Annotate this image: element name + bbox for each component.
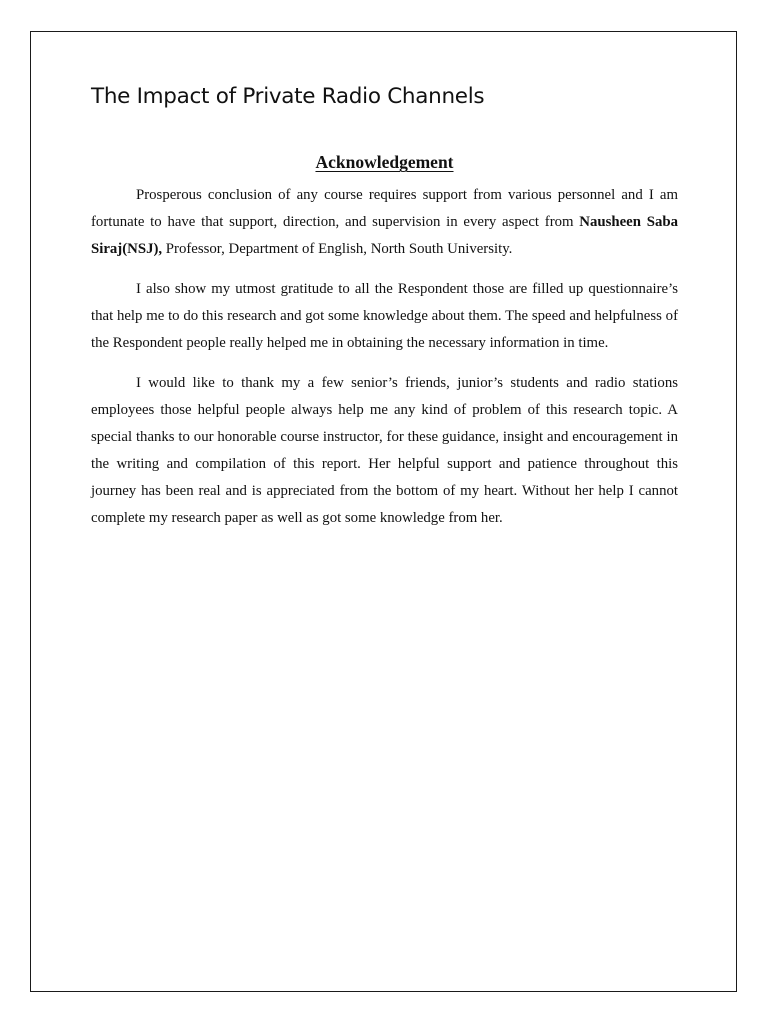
document-body bbox=[91, 151, 678, 545]
paragraph-1-text-end: Professor, Department of English, North South University. bbox=[162, 241, 513, 257]
paragraph-1 bbox=[91, 182, 678, 263]
document-page bbox=[30, 31, 737, 992]
section-heading: Acknowledgement bbox=[315, 152, 454, 172]
document-header: The Impact of Private Radio Channels bbox=[91, 84, 485, 109]
paragraph-3: I would like to thank my a few senior’s friends, junior’s students and radio stations employees those helpful people always help me any kind of problem of this research topic. A special thanks to our honorable course instructor, for these guidance, insight and encouragement in the writing and compilation of this report. Her helpful support and patience throughout this journey has been real and is appreciated from the bottom of my heart. Without her help I cannot complete my research paper as well as got some knowledge from her. bbox=[91, 375, 678, 526]
paragraph-2: I also show my utmost gratitude to all the Respondent those are filled up questionnaire’s that help me to do this research and got some knowledge about them. The speed and helpfulness of the Respondent people really helped me in obtaining the necessary information in time. bbox=[91, 281, 678, 351]
paragraph-1-text: Prosperous conclusion of any course requires support from various personnel and I am fortunate to have that support, direction, and supervision in every aspect from bbox=[91, 187, 678, 230]
supervisor-name: Nausheen Saba Siraj(NSJ), bbox=[91, 214, 678, 257]
